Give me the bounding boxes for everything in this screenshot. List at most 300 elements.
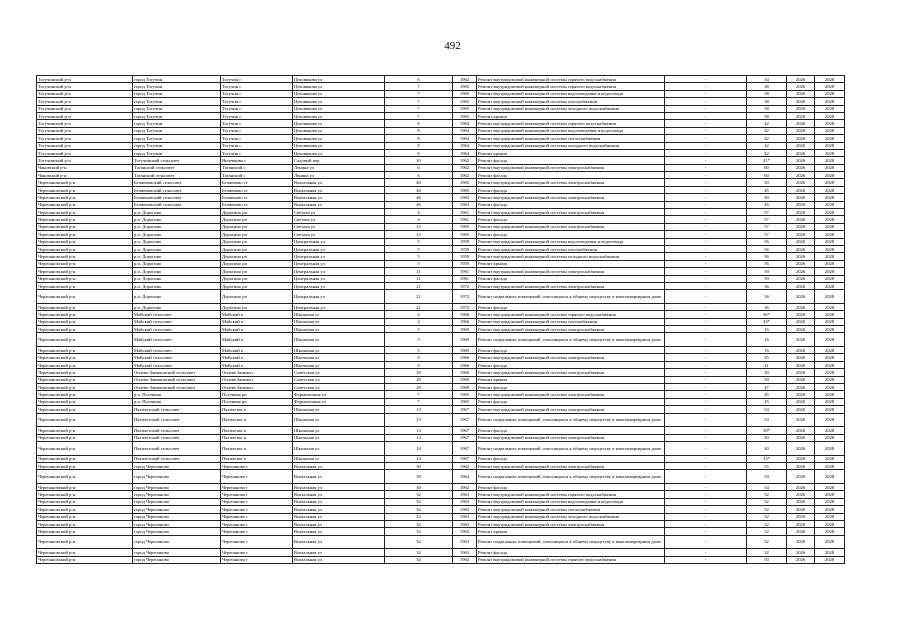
amount-cell: 50 (747, 179, 787, 186)
year-built-cell: 1966 (453, 354, 477, 361)
street-cell: Школьная ул (293, 354, 385, 361)
end-year-cell: 2028 (815, 406, 845, 413)
table-row (37, 470, 845, 484)
year-built-cell: 1965 (453, 179, 477, 186)
municipality-cell: р.п. Посевная (133, 391, 221, 398)
district-cell: Черепановский р-н (37, 194, 133, 201)
amount-cell: 38 (747, 90, 787, 97)
municipality-cell: город Тогучин (133, 142, 221, 149)
work-type-cell: Ремонт фасада (477, 361, 665, 368)
settlement-cell: Майский п (221, 326, 293, 333)
settlement-cell: Черепаново г (221, 491, 293, 498)
settlement-cell: Майский п (221, 318, 293, 325)
house-number-cell: 29 (385, 376, 453, 383)
house-number-cell: 11 (385, 275, 453, 282)
start-year-cell: 2026 (787, 455, 815, 462)
municipality-cell: р.п. Дорогино (133, 209, 221, 216)
municipality-cell: Майский сельсовет (133, 361, 221, 368)
blank-cell: - (665, 275, 747, 282)
district-cell: Черепановский р-н (37, 413, 133, 427)
district-cell: Черепановский р-н (37, 398, 133, 405)
work-type-cell: Ремонт внутридомовой инженерной системы горячего водоснабжения (477, 83, 665, 90)
work-type-cell: Ремонт внутридомовой инженерной системы электроснабжения (477, 282, 665, 289)
start-year-cell: 2026 (787, 216, 815, 223)
blank-cell: - (665, 483, 747, 490)
house-number-cell: 32 (385, 535, 453, 549)
house-number-cell: 4 (385, 209, 453, 216)
work-type-cell: Ремонт внутридомовой инженерной системы газоснабжения (477, 98, 665, 105)
end-year-cell: 2028 (815, 520, 845, 527)
blank-cell: - (665, 427, 747, 434)
settlement-cell: Пятилетка п (221, 441, 293, 455)
end-year-cell: 2028 (815, 470, 845, 484)
settlement-cell: Дорогино рп (221, 282, 293, 289)
end-year-cell: 2028 (815, 238, 845, 245)
year-built-cell: 1960 (453, 376, 477, 383)
start-year-cell: 2026 (787, 483, 815, 490)
amount-cell: 21 (747, 361, 787, 368)
year-built-cell: 1963 (453, 201, 477, 208)
municipality-cell: р.п. Дорогино (133, 282, 221, 289)
settlement-cell: Тогучин г (221, 83, 293, 90)
street-cell: Советская ул (293, 384, 385, 391)
table-row (37, 391, 845, 398)
amount-cell: 50 (747, 194, 787, 201)
table-row (37, 311, 845, 318)
house-number-cell: 29 (385, 369, 453, 376)
street-cell: Цеховикова ул (293, 112, 385, 119)
start-year-cell: 2026 (787, 186, 815, 193)
work-type-cell: Ремонт фасада (477, 303, 665, 310)
table-row (37, 398, 845, 405)
municipality-cell: Огнево-Заимковский сельсовет (133, 384, 221, 391)
year-built-cell: 1963 (453, 520, 477, 527)
start-year-cell: 2026 (787, 282, 815, 289)
amount-cell: 32 (747, 506, 787, 513)
start-year-cell: 2026 (787, 413, 815, 427)
year-built-cell: 1962 (453, 164, 477, 171)
house-number-cell: 32 (385, 520, 453, 527)
house-number-cell: 5 (385, 260, 453, 267)
year-built-cell: 1961 (453, 216, 477, 223)
table-row (37, 238, 845, 245)
start-year-cell: 2026 (787, 549, 815, 556)
blank-cell: - (665, 326, 747, 333)
blank-cell: - (665, 391, 747, 398)
municipality-cell: Тогучинский сельсовет (133, 157, 221, 164)
start-year-cell: 2026 (787, 441, 815, 455)
house-number-cell: 40 (385, 186, 453, 193)
table-row (37, 216, 845, 223)
work-type-cell: Ремонт фасада (477, 186, 665, 193)
work-type-cell: Ремонт фасада (477, 455, 665, 462)
blank-cell: - (665, 455, 747, 462)
table-row (37, 354, 845, 361)
municipality-cell: р.п. Дорогино (133, 231, 221, 238)
year-built-cell: 1963 (453, 528, 477, 535)
municipality-cell: город Черепаново (133, 513, 221, 520)
work-type-cell: Ремонт фасада (477, 483, 665, 490)
start-year-cell: 2026 (787, 376, 815, 383)
year-built-cell: 1965 (453, 391, 477, 398)
municipality-cell: город Тогучин (133, 76, 221, 83)
amount-cell: 34 (747, 76, 787, 83)
start-year-cell: 2026 (787, 290, 815, 304)
year-built-cell: 1963 (453, 535, 477, 549)
amount-cell: 40 (747, 441, 787, 455)
blank-cell: - (665, 369, 747, 376)
street-cell: Вокзальная ул (293, 513, 385, 520)
end-year-cell: 2028 (815, 384, 845, 391)
work-type-cell: Ремонт фасада (477, 427, 665, 434)
settlement-cell: Безменово ст (221, 194, 293, 201)
house-number-cell: 46 (385, 194, 453, 201)
district-cell: Черепановский р-н (37, 179, 133, 186)
work-type-cell: Ремонт фасада (477, 347, 665, 354)
district-cell: Тогучинский р-н (37, 105, 133, 112)
start-year-cell: 2026 (787, 506, 815, 513)
house-number-cell: 7 (385, 98, 453, 105)
municipality-cell: Пятилетский сельсовет (133, 413, 221, 427)
municipality-cell: Майский сельсовет (133, 326, 221, 333)
year-built-cell: 1962 (453, 157, 477, 164)
district-cell: Черепановский р-н (37, 549, 133, 556)
blank-cell: - (665, 347, 747, 354)
district-cell: Черепановский р-н (37, 520, 133, 527)
blank-cell: - (665, 282, 747, 289)
work-type-cell: Ремонт подвальных помещений, относящихся к общему имуществу в многоквартирном доме (477, 535, 665, 549)
street-cell: Центральная ул (293, 275, 385, 282)
end-year-cell: 2028 (815, 209, 845, 216)
municipality-cell: Майский сельсовет (133, 311, 221, 318)
end-year-cell: 2028 (815, 354, 845, 361)
street-cell: Центральная ул (293, 303, 385, 310)
district-cell: Черепановский р-н (37, 384, 133, 391)
end-year-cell: 2028 (815, 462, 845, 469)
end-year-cell: 2028 (815, 498, 845, 505)
municipality-cell: город Тогучин (133, 112, 221, 119)
year-built-cell: 1962 (453, 470, 477, 484)
district-cell: Черепановский р-н (37, 556, 133, 563)
district-cell: Черепановский р-н (37, 326, 133, 333)
end-year-cell: 2028 (815, 186, 845, 193)
district-cell: Черепановский р-н (37, 427, 133, 434)
start-year-cell: 2026 (787, 127, 815, 134)
end-year-cell: 2028 (815, 441, 845, 455)
amount-cell: 56 (747, 238, 787, 245)
blank-cell: - (665, 506, 747, 513)
work-type-cell: Ремонт фасада (477, 549, 665, 556)
table-row (37, 483, 845, 490)
district-cell: Черепановский р-н (37, 231, 133, 238)
municipality-cell: город Тогучин (133, 83, 221, 90)
district-cell: Черепановский р-н (37, 290, 133, 304)
street-cell: Вокзальная ул (293, 506, 385, 513)
settlement-cell: Черепаново г (221, 535, 293, 549)
municipality-cell: город Тогучин (133, 127, 221, 134)
works-table-wrapper (36, 75, 844, 564)
municipality-cell: город Черепаново (133, 549, 221, 556)
municipality-cell: Безменовский сельсовет (133, 179, 221, 186)
year-built-cell: 1961 (453, 209, 477, 216)
blank-cell: - (665, 127, 747, 134)
district-cell: Черепановский р-н (37, 361, 133, 368)
blank-cell: - (665, 462, 747, 469)
house-number-cell: 14 (385, 455, 453, 462)
blank-cell: - (665, 413, 747, 427)
work-type-cell: Ремонт внутридомовой инженерной системы горячего водоснабжения (477, 76, 665, 83)
settlement-cell: Дорогино рп (221, 268, 293, 275)
municipality-cell: Пятилетский сельсовет (133, 455, 221, 462)
house-number-cell: 12 (385, 223, 453, 230)
municipality-cell: р.п. Дорогино (133, 275, 221, 282)
end-year-cell: 2028 (815, 105, 845, 112)
work-type-cell: Ремонт внутридомовой инженерной системы горячего водоснабжения (477, 120, 665, 127)
amount-cell: 32 (747, 549, 787, 556)
house-number-cell: 4 (385, 216, 453, 223)
settlement-cell: Безменово ст (221, 201, 293, 208)
table-row (37, 384, 845, 391)
settlement-cell: Черепаново г (221, 528, 293, 535)
year-built-cell: 1964 (453, 135, 477, 142)
district-cell: Черепановский р-н (37, 347, 133, 354)
house-number-cell: 29 (385, 384, 453, 391)
year-built-cell: 1967 (453, 427, 477, 434)
municipality-cell: Таганский сельсовет (133, 172, 221, 179)
end-year-cell: 2028 (815, 83, 845, 90)
end-year-cell: 2028 (815, 135, 845, 142)
year-built-cell: 1963 (453, 506, 477, 513)
municipality-cell: р.п. Дорогино (133, 268, 221, 275)
year-built-cell: 1964 (453, 127, 477, 134)
start-year-cell: 2026 (787, 391, 815, 398)
house-number-cell: 46 (385, 201, 453, 208)
table-row (37, 90, 845, 97)
house-number-cell: 11 (385, 268, 453, 275)
end-year-cell: 2028 (815, 201, 845, 208)
settlement-cell: Тогучин г (221, 135, 293, 142)
settlement-cell: Тогучин г (221, 142, 293, 149)
settlement-cell: Посевная рп (221, 398, 293, 405)
blank-cell: - (665, 172, 747, 179)
house-number-cell: 32 (385, 498, 453, 505)
blank-cell: - (665, 157, 747, 164)
settlement-cell: Огнева Заимка с (221, 384, 293, 391)
start-year-cell: 2026 (787, 333, 815, 347)
work-type-cell: Ремонт внутридомовой инженерной системы электроснабжения (477, 391, 665, 398)
street-cell: Формовочная ул (293, 398, 385, 405)
amount-cell: 42 (747, 149, 787, 156)
start-year-cell: 2026 (787, 157, 815, 164)
work-type-cell: Ремонт внутридомовой инженерной системы электроснабжения (477, 223, 665, 230)
work-type-cell: Ремонт внутридомовой инженерной системы электроснабжения (477, 164, 665, 171)
house-number-cell: 13 (385, 406, 453, 413)
year-built-cell: 1967 (453, 413, 477, 427)
amount-cell: 50 (747, 369, 787, 376)
municipality-cell: Пятилетский сельсовет (133, 406, 221, 413)
blank-cell: - (665, 290, 747, 304)
start-year-cell: 2026 (787, 201, 815, 208)
amount-cell: 42 (747, 135, 787, 142)
settlement-cell: Дорогино рп (221, 216, 293, 223)
blank-cell: - (665, 98, 747, 105)
amount-cell: 36 (747, 303, 787, 310)
house-number-cell: 32 (385, 491, 453, 498)
street-cell: Светлая ул (293, 216, 385, 223)
end-year-cell: 2028 (815, 282, 845, 289)
blank-cell: - (665, 135, 747, 142)
table-row (37, 318, 845, 325)
amount-cell: 54 (747, 470, 787, 484)
page-number: 492 (444, 40, 461, 52)
house-number-cell: 32 (385, 513, 453, 520)
blank-cell: - (665, 164, 747, 171)
year-built-cell: 1959 (453, 260, 477, 267)
settlement-cell: Черепаново г (221, 506, 293, 513)
street-cell: Цеховикова ул (293, 135, 385, 142)
house-number-cell: 21 (385, 290, 453, 304)
start-year-cell: 2026 (787, 434, 815, 441)
district-cell: Черепановский р-н (37, 483, 133, 490)
table-row (37, 549, 845, 556)
end-year-cell: 2028 (815, 290, 845, 304)
municipality-cell: город Черепаново (133, 506, 221, 513)
table-row (37, 441, 845, 455)
municipality-cell: р.п. Дорогино (133, 238, 221, 245)
settlement-cell: Пятилетка п (221, 455, 293, 462)
end-year-cell: 2028 (815, 413, 845, 427)
blank-cell: - (665, 216, 747, 223)
municipality-cell: Пятилетский сельсовет (133, 441, 221, 455)
amount-cell: 47 (747, 384, 787, 391)
amount-cell: 32 (747, 528, 787, 535)
settlement-cell: Черепаново г (221, 470, 293, 484)
municipality-cell: Таганский сельсовет (133, 164, 221, 171)
municipality-cell: р.п. Дорогино (133, 216, 221, 223)
district-cell: Черепановский р-н (37, 376, 133, 383)
work-type-cell: Ремонт внутридомовой инженерной системы водоотведения и водоотвода (477, 238, 665, 245)
district-cell: Тогучинский р-н (37, 112, 133, 119)
start-year-cell: 2026 (787, 513, 815, 520)
work-type-cell: Ремонт подвальных помещений, относящихся к общему имуществу в многоквартирном доме (477, 290, 665, 304)
year-built-cell: 1969 (453, 326, 477, 333)
blank-cell: - (665, 434, 747, 441)
settlement-cell: Черепаново г (221, 483, 293, 490)
municipality-cell: город Черепаново (133, 528, 221, 535)
work-type-cell: Ремонт внутридомовой инженерной системы холодного водоснабжения (477, 513, 665, 520)
house-number-cell: 30 (385, 462, 453, 469)
year-built-cell: 1966 (453, 318, 477, 325)
work-type-cell: Ремонт фасада (477, 231, 665, 238)
house-number-cell: 7 (385, 112, 453, 119)
blank-cell: - (665, 223, 747, 230)
start-year-cell: 2026 (787, 354, 815, 361)
amount-cell: 55 (747, 462, 787, 469)
work-type-cell: Ремонт подвальных помещений, относящихся к общему имуществу в многоквартирном доме (477, 333, 665, 347)
settlement-cell: Тогучин г (221, 105, 293, 112)
municipality-cell: Майский сельсовет (133, 347, 221, 354)
work-type-cell: Ремонт внутридомовой инженерной системы электроснабжения (477, 209, 665, 216)
start-year-cell: 2026 (787, 326, 815, 333)
municipality-cell: Огнево-Заимковский сельсовет (133, 376, 221, 383)
municipality-cell: город Тогучин (133, 135, 221, 142)
settlement-cell: Дорогино рп (221, 245, 293, 252)
end-year-cell: 2028 (815, 179, 845, 186)
street-cell: Школьная ул (293, 434, 385, 441)
end-year-cell: 2028 (815, 556, 845, 563)
district-cell: Черепановский р-н (37, 528, 133, 535)
table-row (37, 194, 845, 201)
house-number-cell: 9 (385, 361, 453, 368)
house-number-cell: 5 (385, 326, 453, 333)
blank-cell: - (665, 441, 747, 455)
end-year-cell: 2028 (815, 223, 845, 230)
street-cell: Цеховикова ул (293, 105, 385, 112)
street-cell: Цеховикова ул (293, 127, 385, 134)
table-row (37, 462, 845, 469)
work-type-cell: Ремонт внутридомовой инженерной системы электроснабжения (477, 179, 665, 186)
year-built-cell: 1965 (453, 83, 477, 90)
year-built-cell: 1962 (453, 462, 477, 469)
district-cell: Тогучинский р-н (37, 120, 133, 127)
amount-cell: 33* (747, 318, 787, 325)
street-cell: Цеховикова ул (293, 120, 385, 127)
street-cell: Вокзальная ул (293, 535, 385, 549)
work-type-cell: Ремонт фасада (477, 201, 665, 208)
year-built-cell: 1960 (453, 384, 477, 391)
amount-cell: 39 (747, 268, 787, 275)
house-number-cell: 8 (385, 135, 453, 142)
house-number-cell: 10 (385, 157, 453, 164)
house-number-cell: 9 (385, 354, 453, 361)
house-number-cell: 13 (385, 413, 453, 427)
municipality-cell: город Черепаново (133, 498, 221, 505)
work-type-cell: Ремонт внутридомовой инженерной системы водоотведения и водоотвода (477, 498, 665, 505)
blank-cell: - (665, 361, 747, 368)
blank-cell: - (665, 238, 747, 245)
settlement-cell: Дорогино рп (221, 231, 293, 238)
municipality-cell: город Черепаново (133, 462, 221, 469)
end-year-cell: 2028 (815, 245, 845, 252)
year-built-cell: 1965 (453, 105, 477, 112)
settlement-cell: Тогучин г (221, 98, 293, 105)
municipality-cell: город Черепаново (133, 483, 221, 490)
blank-cell: - (665, 83, 747, 90)
year-built-cell: 1967 (453, 406, 477, 413)
street-cell: Садовый пер (293, 157, 385, 164)
house-number-cell: 7 (385, 105, 453, 112)
blank-cell: - (665, 268, 747, 275)
district-cell: Черепановский р-н (37, 455, 133, 462)
house-number-cell: 30 (385, 483, 453, 490)
table-row (37, 112, 845, 119)
district-cell: Черепановский р-н (37, 491, 133, 498)
work-type-cell: Ремонт внутридомовой инженерной системы водоотведения и водоотвода (477, 90, 665, 97)
street-cell: Светлая ул (293, 209, 385, 216)
table-row (37, 556, 845, 563)
amount-cell: 32 (747, 491, 787, 498)
blank-cell: - (665, 194, 747, 201)
district-cell: Тогучинский р-н (37, 98, 133, 105)
work-type-cell: Ремонт внутридомовой инженерной системы холодного водоснабжения (477, 142, 665, 149)
work-type-cell: Ремонт внутридомовой инженерной системы электроснабжения (477, 369, 665, 376)
district-cell: Черепановский р-н (37, 303, 133, 310)
start-year-cell: 2026 (787, 149, 815, 156)
district-cell: Чановский р-н (37, 164, 133, 171)
work-type-cell: Ремонт внутридомовой инженерной системы электроснабжения (477, 406, 665, 413)
street-cell: Ленина ул (293, 164, 385, 171)
house-number-cell: 5 (385, 238, 453, 245)
